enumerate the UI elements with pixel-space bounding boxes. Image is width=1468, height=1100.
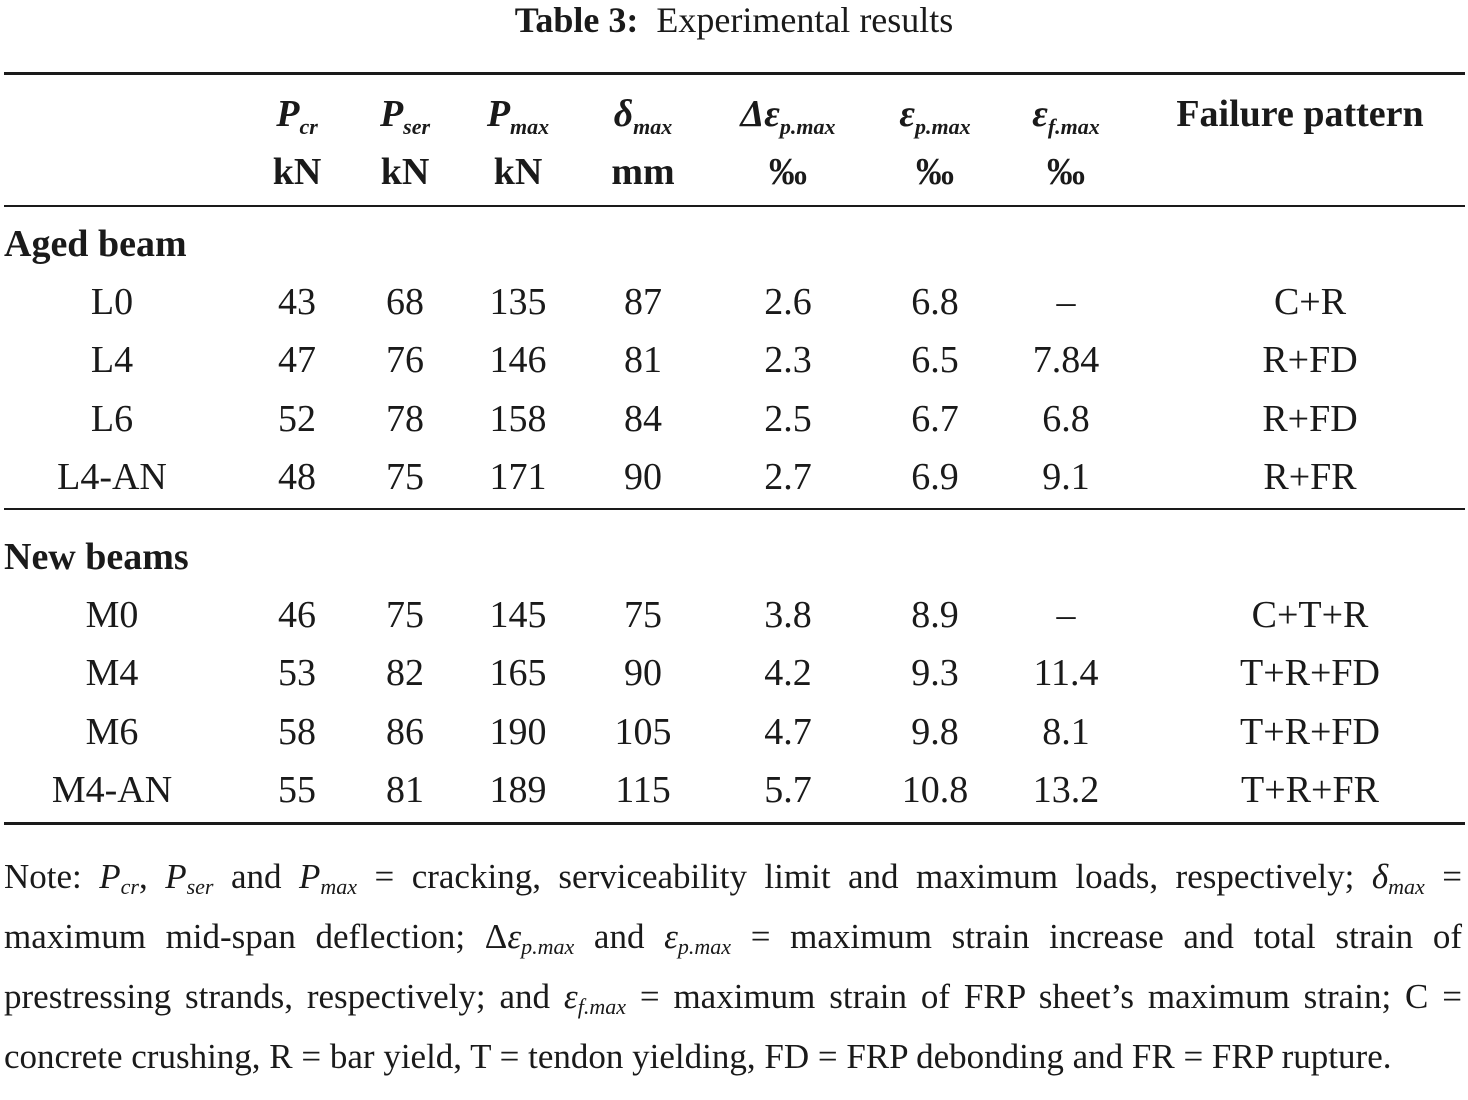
note-symbol: P bbox=[99, 857, 121, 896]
table-cell: 8.9 bbox=[911, 594, 959, 636]
column-header-symbol bbox=[991, 92, 1141, 149]
note-text: , bbox=[138, 857, 166, 896]
failure-pattern-cell: R+FD bbox=[1262, 339, 1358, 382]
note-text: = maximum mid-span deflection; Δ bbox=[4, 857, 1462, 956]
failure-pattern-cell: C+T+R bbox=[1251, 594, 1369, 636]
table-cell: 55 bbox=[278, 768, 316, 811]
table-cell: 7.84 bbox=[1032, 339, 1100, 382]
column-header-unit: kN bbox=[493, 151, 543, 193]
table-cell: 78 bbox=[386, 397, 424, 440]
table-cell: 2.7 bbox=[764, 455, 812, 498]
failure-pattern-cell: R+FR bbox=[1263, 455, 1357, 498]
group-divider-rule bbox=[4, 508, 1465, 510]
header-symbol: P bbox=[276, 93, 300, 135]
header-subscript: max bbox=[510, 114, 550, 139]
table-cell: 82 bbox=[386, 652, 424, 695]
column-header-symbol bbox=[568, 92, 718, 149]
table-caption bbox=[0, 0, 1468, 40]
failure-pattern-cell: T+R+FD bbox=[1240, 710, 1380, 753]
table-cell: 90 bbox=[624, 455, 662, 498]
note-subscript: max bbox=[320, 874, 358, 899]
table-cell: 135 bbox=[489, 281, 547, 323]
table-cell: 46 bbox=[278, 594, 316, 636]
header-subscript: f.max bbox=[1047, 114, 1100, 139]
table-cell: 4.7 bbox=[764, 710, 812, 753]
table-cell: 9.3 bbox=[911, 652, 959, 695]
table-cell: 6.5 bbox=[911, 339, 959, 382]
header-rule bbox=[4, 205, 1465, 207]
table-cell: 190 bbox=[489, 710, 547, 753]
note-symbol: ε bbox=[507, 917, 522, 956]
top-rule bbox=[4, 72, 1465, 75]
table-cell: 43 bbox=[278, 281, 316, 323]
column-header-failure-pattern: Failure pattern bbox=[1176, 93, 1424, 135]
row-label-cell: L6 bbox=[90, 397, 134, 440]
table-cell: 75 bbox=[624, 594, 662, 636]
column-header-symbol bbox=[713, 92, 863, 149]
table-cell: 158 bbox=[489, 397, 547, 440]
header-symbol: ε bbox=[1032, 93, 1048, 135]
header-subscript: cr bbox=[299, 114, 318, 139]
table-cell: 90 bbox=[624, 652, 662, 695]
failure-pattern-cell: T+R+FR bbox=[1241, 768, 1379, 811]
header-symbol: Δε bbox=[740, 93, 780, 135]
note-subscript: f.max bbox=[577, 994, 626, 1019]
table-note bbox=[4, 852, 1462, 1082]
table-cell: 9.1 bbox=[1042, 455, 1090, 498]
table-cell: 86 bbox=[386, 710, 424, 753]
table-cell: 75 bbox=[386, 594, 424, 636]
table-cell: 2.5 bbox=[764, 397, 812, 440]
column-header-symbol bbox=[860, 92, 1010, 149]
note-text: and bbox=[574, 917, 665, 956]
table-cell: 48 bbox=[278, 455, 316, 498]
table-cell: 47 bbox=[278, 339, 316, 382]
header-subscript: ser bbox=[403, 114, 431, 139]
note-symbol: ε bbox=[664, 917, 678, 956]
failure-pattern-cell: T+R+FD bbox=[1240, 652, 1380, 695]
failure-pattern-cell: R+FD bbox=[1262, 397, 1358, 440]
header-symbol: P bbox=[486, 93, 511, 135]
row-label-cell: M6 bbox=[85, 710, 139, 753]
table-cell: 6.9 bbox=[911, 455, 959, 498]
failure-pattern-cell: C+R bbox=[1273, 281, 1347, 323]
column-header-unit: mm bbox=[611, 151, 675, 193]
table-cell: 105 bbox=[614, 710, 672, 753]
table-cell: 4.2 bbox=[764, 652, 812, 695]
column-header-unit: ‰ bbox=[1047, 151, 1085, 193]
table-cell: 3.8 bbox=[764, 594, 812, 636]
row-label-cell: M4 bbox=[85, 652, 139, 695]
table-cell: 84 bbox=[624, 397, 662, 440]
note-text: and bbox=[213, 857, 299, 896]
column-header-unit: ‰ bbox=[769, 151, 807, 193]
table-cell: 75 bbox=[386, 455, 424, 498]
row-label-cell: M0 bbox=[85, 594, 139, 636]
table-cell: 2.6 bbox=[764, 281, 812, 323]
table-cell: – bbox=[1056, 281, 1076, 323]
caption-label: Table 3: bbox=[514, 0, 639, 40]
bottom-rule bbox=[4, 822, 1465, 825]
table-cell: 189 bbox=[489, 768, 547, 811]
note-symbol: P bbox=[298, 857, 321, 896]
group-heading: New beams bbox=[4, 536, 189, 578]
table-cell: 81 bbox=[386, 768, 424, 811]
row-label-cell: L4 bbox=[90, 339, 134, 382]
group-heading: Aged beam bbox=[4, 223, 187, 265]
note-subscript: p.max bbox=[521, 934, 575, 959]
table-cell: 81 bbox=[624, 339, 662, 382]
note-symbol: ε bbox=[563, 977, 578, 1016]
table-cell: 145 bbox=[489, 594, 547, 636]
header-symbol: P bbox=[379, 93, 404, 135]
table-cell: 6.7 bbox=[911, 397, 959, 440]
note-symbol: δ bbox=[1371, 857, 1389, 896]
header-symbol: ε bbox=[899, 93, 915, 135]
note-text: = maximum strain of FRP sheet’s maximum strain; C = concrete crushing, R = bar yield, T = tendon yielding, FD = FRP debonding and FR = FRP rupture. bbox=[4, 977, 1462, 1076]
note-subscript: p.max bbox=[677, 934, 732, 959]
header-subscript: p.max bbox=[914, 114, 971, 139]
note-text: = maximum strain increase and total strain of prestressing strands, respectively; and bbox=[4, 917, 1462, 1016]
column-header-unit: kN bbox=[272, 151, 322, 193]
table-cell: 5.7 bbox=[764, 768, 812, 811]
header-symbol: δ bbox=[613, 93, 634, 135]
row-label-cell: M4-AN bbox=[51, 768, 173, 811]
note-subscript: ser bbox=[186, 874, 214, 899]
note-text: = cracking, serviceability limit and maximum loads, respectively; bbox=[357, 857, 1372, 896]
table-cell: 165 bbox=[489, 652, 547, 695]
table-cell: 10.8 bbox=[901, 768, 969, 811]
caption-text: Experimental results bbox=[656, 0, 954, 40]
table-cell: 8.1 bbox=[1042, 710, 1090, 753]
table-cell: 6.8 bbox=[911, 281, 959, 323]
table-cell: 58 bbox=[278, 710, 316, 753]
table-cell: 2.3 bbox=[764, 339, 812, 382]
table-cell: 115 bbox=[615, 768, 671, 811]
table-cell: 53 bbox=[278, 652, 316, 695]
table-cell: 68 bbox=[386, 281, 424, 323]
note-subscript: max bbox=[1388, 874, 1425, 899]
table-cell: 9.8 bbox=[911, 710, 959, 753]
column-header-unit: ‰ bbox=[916, 151, 954, 193]
table-cell: 76 bbox=[386, 339, 424, 382]
row-label-cell: L4-AN bbox=[57, 455, 167, 498]
table-cell: 171 bbox=[489, 455, 547, 498]
note-symbol: P bbox=[165, 857, 187, 896]
note-subscript: cr bbox=[120, 874, 139, 899]
table-cell: 6.8 bbox=[1042, 397, 1090, 440]
table-cell: 52 bbox=[278, 397, 316, 440]
table-cell: 13.2 bbox=[1032, 768, 1100, 811]
header-subscript: max bbox=[633, 114, 673, 139]
table-cell: 87 bbox=[624, 281, 662, 323]
row-label-cell: L0 bbox=[90, 281, 134, 323]
table-cell: 146 bbox=[489, 339, 547, 382]
column-header-unit: kN bbox=[380, 151, 430, 193]
note-text: Note: bbox=[4, 857, 100, 896]
table-cell: – bbox=[1056, 594, 1076, 636]
header-subscript: p.max bbox=[779, 114, 836, 139]
table-cell: 11.4 bbox=[1033, 652, 1099, 695]
